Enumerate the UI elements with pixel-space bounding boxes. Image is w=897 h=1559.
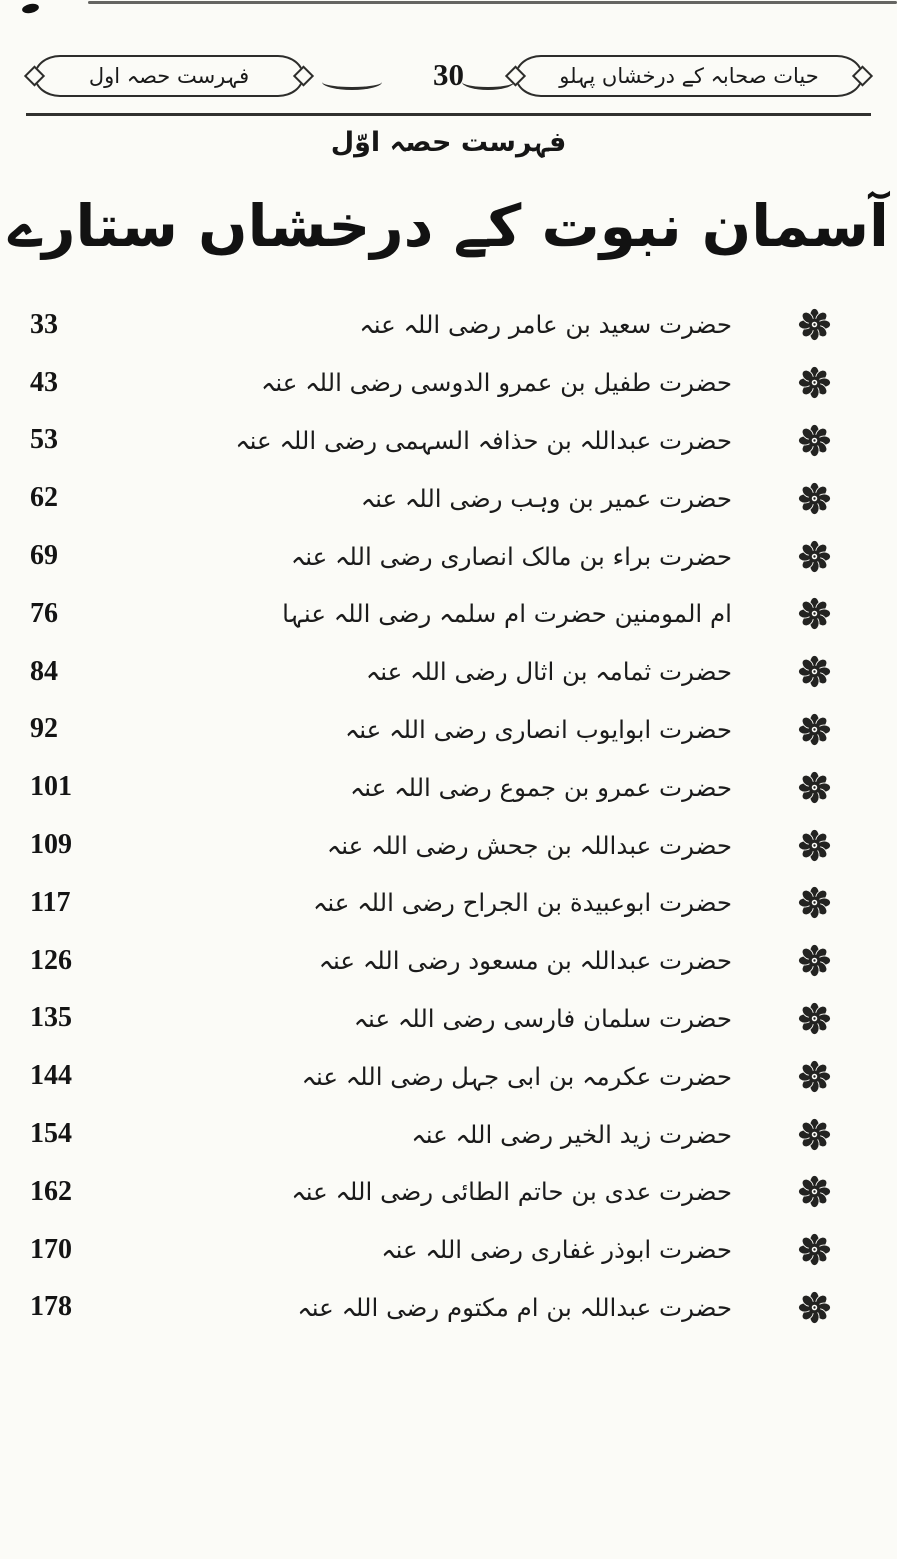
toc-bullet-cell — [732, 1233, 897, 1266]
toc-entry-title: حضرت ابوعبیدة بن الجراح رضی اللہ عنہ — [313, 888, 732, 918]
toc-entry-title: حضرت عبداللہ بن ام مکتوم رضی اللہ عنہ — [297, 1292, 732, 1322]
toc-row — [0, 701, 897, 759]
scan-artifact-speck — [21, 2, 39, 14]
toc-bullet-cell — [732, 771, 897, 804]
rosette-bullet-icon — [798, 424, 831, 457]
scan-artifact-line — [88, 1, 897, 4]
toc-entry-title: حضرت عکرمہ بن ابی جہل رضی اللہ عنہ — [301, 1061, 732, 1091]
toc-bullet-cell — [732, 944, 897, 977]
header-cartouche-right — [515, 55, 863, 97]
toc-entry-title: حضرت ثمامہ بن اثال رضی اللہ عنہ — [365, 657, 732, 687]
toc-row — [0, 874, 897, 932]
toc-list — [0, 296, 897, 1336]
toc-row — [0, 932, 897, 990]
toc-entry-title: حضرت زید الخیر رضی اللہ عنہ — [411, 1119, 732, 1149]
toc-row — [0, 1163, 897, 1221]
toc-row — [0, 354, 897, 412]
toc-page-number: 144 — [30, 1060, 72, 1092]
toc-bullet-cell — [732, 482, 897, 515]
toc-page-number: 135 — [30, 1002, 72, 1034]
rosette-bullet-icon — [798, 829, 831, 862]
toc-bullet-cell — [732, 1118, 897, 1151]
toc-bullet-cell — [732, 1291, 897, 1324]
rosette-bullet-icon — [798, 1175, 831, 1208]
rosette-bullet-icon — [798, 597, 831, 630]
toc-bullet-cell — [732, 655, 897, 688]
toc-bullet-cell — [732, 597, 897, 630]
header-book-title: حیات صحابہ کے درخشاں پہلو — [559, 64, 819, 88]
toc-bullet-cell — [732, 308, 897, 341]
toc-page-number: 62 — [30, 482, 58, 514]
toc-entry-title: حضرت براء بن مالک انصاری رضی اللہ عنہ — [290, 541, 732, 571]
toc-entry-title: حضرت سعید بن عامر رضی اللہ عنہ — [359, 310, 732, 340]
toc-row — [0, 1279, 897, 1337]
toc-bullet-cell — [732, 886, 897, 919]
toc-entry-title: حضرت عبداللہ بن حذافہ السہمی رضی اللہ عنہ — [235, 425, 732, 455]
toc-page-number: 69 — [30, 540, 58, 572]
rosette-bullet-icon — [798, 1291, 831, 1324]
toc-page-number: 76 — [30, 597, 58, 629]
header-divider — [26, 113, 871, 116]
rosette-bullet-icon — [798, 771, 831, 804]
toc-bullet-cell — [732, 540, 897, 573]
toc-bullet-cell — [732, 713, 897, 746]
toc-page-number: 170 — [30, 1233, 72, 1265]
toc-entry-title: حضرت عدی بن حاتم الطائی رضی اللہ عنہ — [291, 1177, 732, 1207]
toc-page-number: 33 — [30, 308, 58, 340]
toc-page-number: 178 — [30, 1291, 72, 1323]
toc-entry-title: حضرت ابوذر غفاری رضی اللہ عنہ — [381, 1235, 732, 1265]
toc-page-number: 43 — [30, 366, 58, 398]
toc-bullet-cell — [732, 1175, 897, 1208]
toc-bullet-cell — [732, 1060, 897, 1093]
rosette-bullet-icon — [798, 713, 831, 746]
rosette-bullet-icon — [798, 308, 831, 341]
toc-entry-title: حضرت عمیر بن وہب رضی اللہ عنہ — [360, 483, 732, 513]
toc-entry-title: حضرت عبداللہ بن جحش رضی اللہ عنہ — [326, 830, 732, 860]
toc-row — [0, 758, 897, 816]
toc-row — [0, 816, 897, 874]
rosette-bullet-icon — [798, 1118, 831, 1151]
page-header — [0, 50, 897, 104]
toc-page-number: 84 — [30, 655, 58, 687]
rosette-bullet-icon — [798, 886, 831, 919]
toc-row — [0, 527, 897, 585]
toc-row — [0, 1221, 897, 1279]
toc-page-number: 117 — [30, 886, 71, 918]
toc-page-number: 126 — [30, 944, 72, 976]
toc-page-number: 162 — [30, 1175, 72, 1207]
toc-bullet-cell — [732, 1002, 897, 1035]
toc-entry-title: حضرت عمرو بن جموع رضی اللہ عنہ — [349, 772, 732, 802]
toc-entry-title: حضرت ابوایوب انصاری رضی اللہ عنہ — [344, 714, 732, 744]
toc-row — [0, 585, 897, 643]
toc-row — [0, 990, 897, 1048]
rosette-bullet-icon — [798, 1060, 831, 1093]
rosette-bullet-icon — [798, 1002, 831, 1035]
rosette-bullet-icon — [798, 944, 831, 977]
rosette-bullet-icon — [798, 366, 831, 399]
toc-page-number: 53 — [30, 424, 58, 456]
toc-bullet-cell — [732, 366, 897, 399]
page-number: 30 — [433, 57, 464, 92]
toc-page-number: 109 — [30, 829, 72, 861]
toc-row — [0, 412, 897, 470]
toc-row — [0, 1105, 897, 1163]
toc-row — [0, 643, 897, 701]
toc-row — [0, 1047, 897, 1105]
toc-row — [0, 296, 897, 354]
toc-entry-title: حضرت طفیل بن عمرو الدوسی رضی اللہ عنہ — [260, 368, 732, 398]
toc-entry-title: ام المومنین حضرت ام سلمہ رضی اللہ عنہا — [282, 599, 732, 629]
rosette-bullet-icon — [798, 540, 831, 573]
toc-page-number: 92 — [30, 713, 58, 745]
toc-page-number: 101 — [30, 771, 72, 803]
rosette-bullet-icon — [798, 482, 831, 515]
toc-entry-title: حضرت سلمان فارسی رضی اللہ عنہ — [353, 1003, 732, 1033]
swash-flourish-icon — [322, 74, 382, 90]
contents-subtitle: فہرست حصہ اوّل — [330, 127, 567, 158]
toc-row — [0, 469, 897, 527]
header-section-label: فہرست حصہ اول — [88, 64, 250, 88]
toc-bullet-cell — [732, 829, 897, 862]
toc-page-number: 154 — [30, 1118, 72, 1150]
toc-entry-title: حضرت عبداللہ بن مسعود رضی اللہ عنہ — [318, 946, 732, 976]
toc-bullet-cell — [732, 424, 897, 457]
rosette-bullet-icon — [798, 1233, 831, 1266]
rosette-bullet-icon — [798, 655, 831, 688]
main-title: آسمان نبوت کے درخشاں ستارے — [8, 192, 889, 260]
